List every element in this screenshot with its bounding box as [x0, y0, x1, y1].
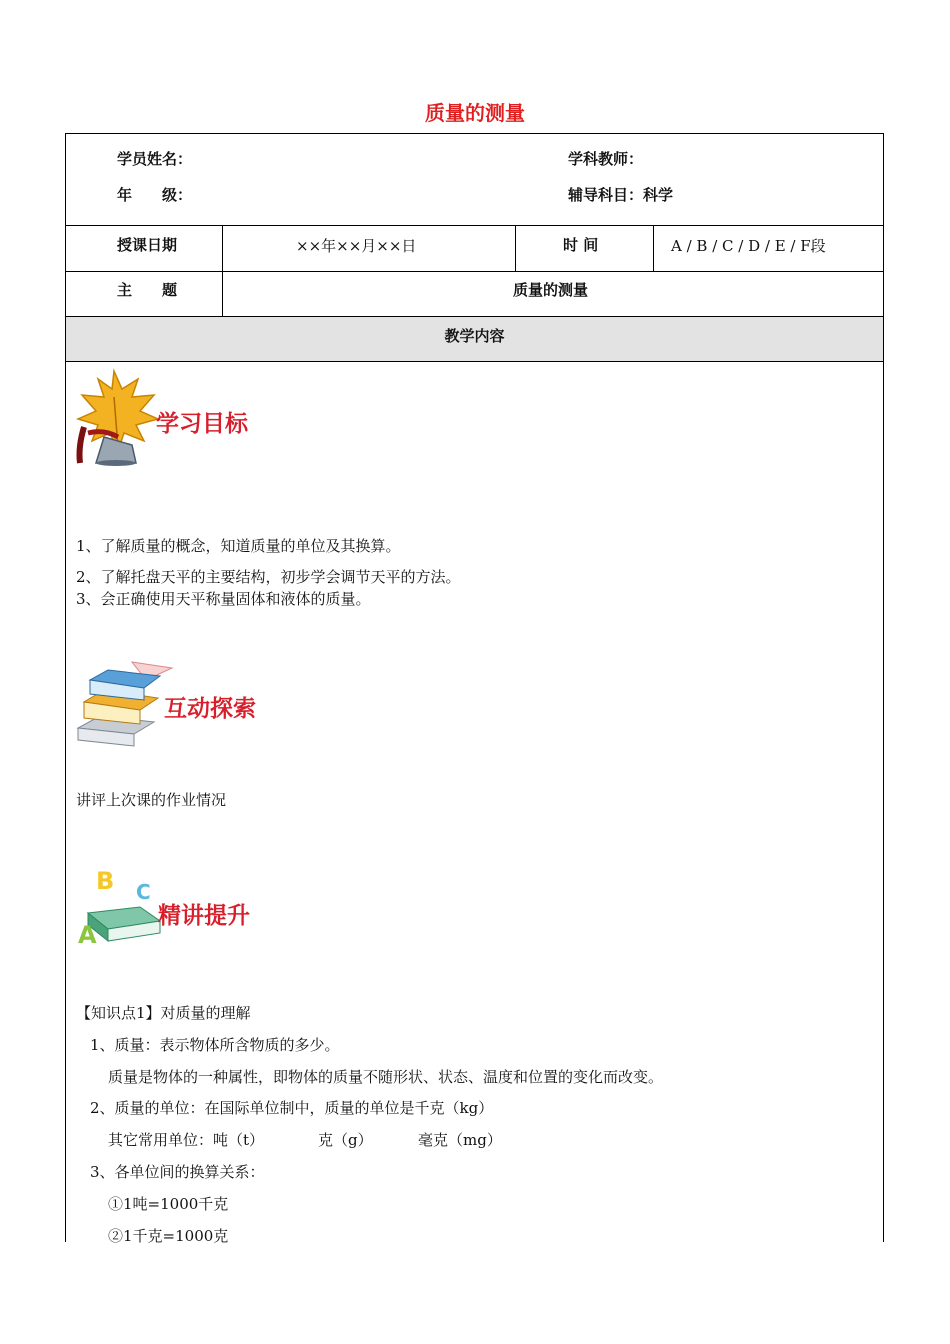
- lecture-banner: [74, 861, 274, 951]
- goal-item: 3、会正确使用天平称量固体和液体的质量。: [76, 590, 371, 608]
- grade-label: 年 级：: [117, 186, 193, 204]
- explore-banner: [74, 658, 274, 750]
- col-divider: [222, 225, 223, 316]
- lecture-line: 2、质量的单位：在国际单位制中，质量的单位是千克（kg）: [90, 1099, 494, 1117]
- lecture-line: ②1千克=1000克: [108, 1227, 229, 1245]
- goals-banner: [74, 367, 264, 467]
- lecture-line: 质量是物体的一种属性，即物体的质量不随形状、状态、温度和位置的变化而改变。: [108, 1068, 664, 1086]
- explore-title: 互动探索: [164, 696, 256, 722]
- lecture-line: ①1吨=1000千克: [108, 1195, 229, 1213]
- document-title: 质量的测量: [425, 101, 525, 125]
- lecture-line: 克（g）: [318, 1131, 373, 1149]
- topic-label: 主 题: [117, 281, 178, 299]
- time-label: 时 间: [563, 236, 599, 254]
- lecture-title: 精讲提升: [158, 903, 250, 929]
- lecture-line: 毫克（mg）: [418, 1131, 502, 1149]
- svg-text:C: C: [136, 880, 151, 904]
- svg-text:A: A: [78, 921, 97, 949]
- row-divider: [66, 225, 883, 226]
- col-divider: [515, 225, 516, 271]
- maple-leaf-bell-icon: [74, 367, 164, 467]
- books-stack-icon: [74, 658, 174, 750]
- content-header: 教学内容: [444, 327, 505, 345]
- knowledge-point-heading: 【知识点1】对质量的理解: [76, 1004, 251, 1022]
- svg-text:B: B: [96, 867, 115, 895]
- goal-item: 1、了解质量的概念，知道质量的单位及其换算。: [76, 537, 401, 555]
- col-divider: [653, 225, 654, 271]
- teacher-label: 学科教师：: [568, 150, 644, 168]
- goals-title: 学习目标: [156, 411, 248, 437]
- lecture-line: 其它常用单位：吨（t）: [108, 1131, 265, 1149]
- abc-book-icon: [74, 861, 164, 951]
- row-divider: [66, 361, 883, 362]
- lecture-line: 1、质量：表示物体所含物质的多少。: [90, 1036, 340, 1054]
- lesson-table: [65, 133, 884, 1245]
- student-name-label: 学员姓名：: [117, 150, 193, 168]
- time-value: A / B / C / D / E / F段: [671, 237, 826, 255]
- topic-value: 质量的测量: [513, 281, 589, 299]
- date-value: ××年××月××日: [296, 237, 417, 255]
- goal-item: 2、了解托盘天平的主要结构，初步学会调节天平的方法。: [76, 568, 461, 586]
- lecture-line: 3、各单位间的换算关系：: [90, 1163, 265, 1181]
- row-divider: [66, 271, 883, 272]
- subject-label: 辅导科目：科学: [568, 186, 674, 204]
- explore-text: 讲评上次课的作业情况: [76, 791, 227, 809]
- date-label: 授课日期: [117, 236, 178, 254]
